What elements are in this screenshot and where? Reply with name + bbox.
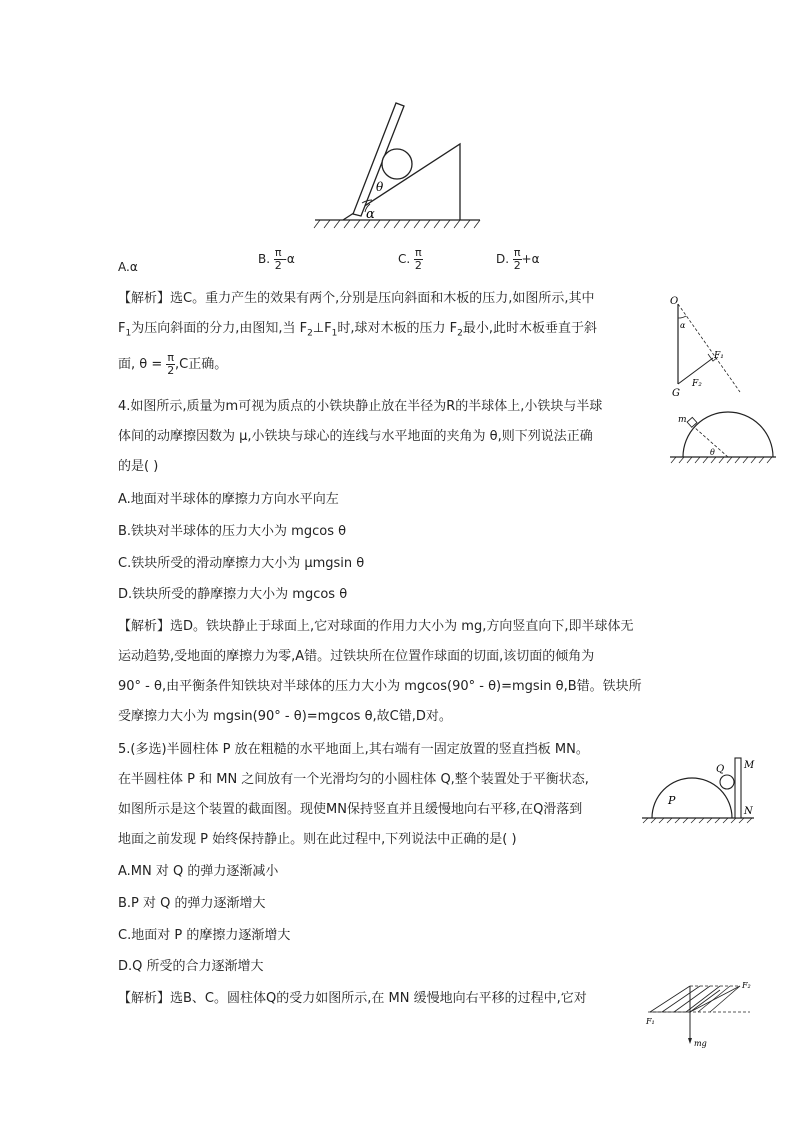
q4-stem-line2: 体间的动摩擦因数为 μ,小铁块与球心的连线与水平地面的夹角为 θ,则下列说法正确 xyxy=(118,429,593,444)
text: 最小,此时木板垂直于斜 xyxy=(462,321,597,336)
numerator: π xyxy=(513,246,521,259)
label-f2: F₂ xyxy=(692,379,702,389)
q3-analysis-line3 xyxy=(118,352,227,377)
q3-analysis-line1: 【解析】选C。重力产生的效果有两个,分别是压向斜面和木板的压力,如图所示,其中 xyxy=(118,291,595,306)
text: 时,球对木板的压力 F xyxy=(337,321,458,336)
label-mg: mg xyxy=(694,1039,707,1048)
label-f1: F₁ xyxy=(646,1017,655,1026)
q5-stem-line4: 地面之前发现 P 始终保持静止。则在此过程中,下列说法中正确的是( ) xyxy=(118,832,517,847)
q5-stem-line2: 在半圆柱体 P 和 MN 之间放有一个光滑均匀的小圆柱体 Q,整个装置处于平衡状态, xyxy=(118,772,589,787)
subscript: 2 xyxy=(307,328,313,339)
q4-analysis-line2: 运动趋势,受地面的摩擦力为零,A错。过铁块所在位置作球面的切面,该切面的倾角为 xyxy=(118,649,595,664)
option-letter: C. xyxy=(398,252,411,266)
option-a xyxy=(118,259,138,275)
figure-incline-board-ball xyxy=(310,100,490,230)
numerator: π xyxy=(274,246,282,259)
q5-option-c: C.地面对 P 的摩擦力逐渐增大 xyxy=(118,928,291,943)
option-letter: B. xyxy=(258,252,271,266)
q4-stem-line1: 4.如图所示,质量为m可视为质点的小铁块静止放在半径为R的半球体上,小铁块与半球 xyxy=(118,399,603,414)
figure-half-cylinder-board xyxy=(638,752,758,824)
denominator: 2 xyxy=(274,259,282,272)
figure-hemisphere-block xyxy=(666,405,780,467)
figure-force-decomposition xyxy=(668,292,748,402)
label-p: P xyxy=(668,794,676,807)
option-tail: +α xyxy=(521,252,540,266)
numerator: π xyxy=(167,351,175,364)
option-d xyxy=(496,247,539,272)
option-c xyxy=(398,247,423,272)
label-n: N xyxy=(744,806,753,817)
denominator: 2 xyxy=(414,259,422,272)
label-m: M xyxy=(744,760,755,771)
subscript: 1 xyxy=(331,328,338,339)
label-alpha: α xyxy=(680,321,686,330)
option-letter: A. xyxy=(118,260,130,274)
q3-analysis-line2 xyxy=(118,320,597,343)
fraction xyxy=(166,352,175,377)
subscript: 1 xyxy=(125,328,132,339)
option-text: α xyxy=(129,260,138,274)
alpha-label: α xyxy=(366,207,375,222)
q5-analysis-line1: 【解析】选B、C。圆柱体Q的受力如图所示,在 MN 缓慢地向右平移的过程中,它对 xyxy=(118,991,587,1006)
option-letter: D. xyxy=(496,252,510,266)
label-f2: F₂ xyxy=(742,981,751,990)
label-o: O xyxy=(670,296,679,307)
q5-option-b: B.P 对 Q 的弹力逐渐增大 xyxy=(118,896,266,911)
label-f1: F₁ xyxy=(714,351,724,361)
denominator: 2 xyxy=(167,364,175,377)
figure-force-triangle xyxy=(642,976,760,1052)
fraction xyxy=(513,247,522,272)
text: 为压向斜面的分力,由图知,当 F xyxy=(131,321,308,336)
q5-option-d: D.Q 所受的合力逐渐增大 xyxy=(118,959,264,974)
label-g: G xyxy=(672,388,680,399)
q5-option-a: A.MN 对 Q 的弹力逐渐减小 xyxy=(118,864,279,879)
label-m: m xyxy=(678,415,687,425)
q4-option-c: C.铁块所受的滑动摩擦力大小为 μmgsin θ xyxy=(118,556,365,571)
q4-option-b: B.铁块对半球体的压力大小为 mgcos θ xyxy=(118,524,347,539)
label-q: Q xyxy=(716,764,725,775)
q4-option-a: A.地面对半球体的摩擦力方向水平向左 xyxy=(118,492,339,507)
q5-stem-line1: 5.(多选)半圆柱体 P 放在粗糙的水平地面上,其右端有一固定放置的竖直挡板 MN。 xyxy=(118,742,589,757)
fraction xyxy=(414,247,423,272)
q4-analysis-line4: 受摩擦力大小为 mgsin(90° - θ)=mgcos θ,故C错,D对。 xyxy=(118,709,452,724)
text: ,C正确。 xyxy=(175,357,228,372)
text: 面, θ = xyxy=(118,357,163,372)
fraction xyxy=(274,247,283,272)
q4-option-d: D.铁块所受的静摩擦力大小为 mgcos θ xyxy=(118,587,348,602)
subscript: 2 xyxy=(457,328,463,339)
q5-stem-line3: 如图所示是这个装置的截面图。现使MN保持竖直并且缓慢地向右平移,在Q滑落到 xyxy=(118,802,583,817)
option-b xyxy=(258,247,295,272)
text: F xyxy=(118,321,126,336)
numerator: π xyxy=(415,246,422,259)
denominator: 2 xyxy=(513,259,521,272)
q4-stem-line3: 的是( ) xyxy=(118,459,159,474)
theta-label: θ xyxy=(376,180,384,194)
label-theta: θ xyxy=(710,448,715,457)
text: ⊥F xyxy=(312,321,332,336)
q4-analysis-line1: 【解析】选D。铁块静止于球面上,它对球面的作用力大小为 mg,方向竖直向下,即半球体无 xyxy=(118,619,634,634)
q4-analysis-line3: 90° - θ,由平衡条件知铁块对半球体的压力大小为 mgcos(90° - θ)=mgsin θ,B错。铁块所 xyxy=(118,679,642,694)
option-tail: -α xyxy=(282,252,295,266)
